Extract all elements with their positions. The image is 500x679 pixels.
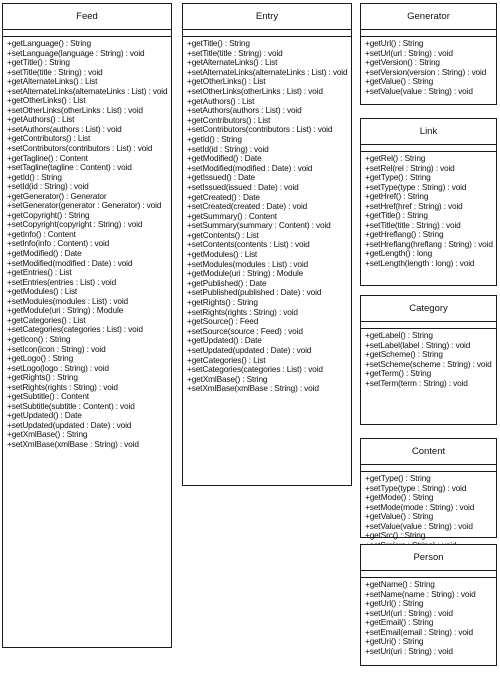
operation: +setScheme(scheme : String) : void bbox=[365, 358, 492, 369]
operation: +setContributors(contributors : List) : void bbox=[187, 124, 333, 135]
operation: +getHref() : String bbox=[365, 191, 429, 202]
operation: +setUpdated(updated : Date) : void bbox=[7, 419, 132, 430]
operation: +getUpdated() : Date bbox=[7, 410, 82, 421]
operation: +getEmail() : String bbox=[365, 617, 434, 628]
class-box-link bbox=[360, 118, 497, 286]
operation: +setLength(length : long) : void bbox=[365, 258, 475, 269]
operation: +setCategories(categories : List) : void bbox=[187, 364, 323, 375]
operation: +setIssued(issued : Date) : void bbox=[187, 181, 299, 192]
operations-compartment bbox=[361, 472, 496, 550]
class-name: Content bbox=[361, 439, 496, 465]
operation: +getCreated() : Date bbox=[187, 191, 260, 202]
class-box-content bbox=[360, 438, 497, 541]
attributes-compartment bbox=[361, 571, 496, 578]
operation: +setLogo(logo : String) : void bbox=[7, 362, 109, 373]
operation: +getGenerator() : Generator bbox=[7, 190, 107, 201]
class-name: Feed bbox=[3, 4, 171, 30]
attributes-compartment bbox=[361, 322, 496, 329]
attributes-compartment bbox=[3, 30, 171, 37]
operation: +getInfo() : Content bbox=[7, 228, 76, 239]
operation: +getAuthors() : List bbox=[187, 95, 255, 106]
operation: +getTagline() : Content bbox=[7, 152, 88, 163]
operation: +getMode() : String bbox=[365, 492, 434, 503]
operation: +setRel(rel : String) : void bbox=[365, 162, 455, 173]
operation: +setSource(source : Feed) : void bbox=[187, 325, 303, 336]
operation: +setXmlBase(xmlBase : String) : void bbox=[187, 383, 319, 394]
class-box-feed bbox=[2, 3, 172, 648]
operation: +setCategories(categories : List) : void bbox=[7, 324, 143, 335]
operation: +getCategories() : List bbox=[7, 314, 86, 325]
operation: +setLabel(label : String) : void bbox=[365, 339, 471, 350]
operation: +getSummary() : Content bbox=[187, 210, 277, 221]
operation: +getAlternateLinks() : List bbox=[7, 76, 98, 87]
operation: +getRights() : String bbox=[187, 297, 258, 308]
operation: +setPublished(published : Date) : void bbox=[187, 287, 322, 298]
operation: +setId(id : String) : void bbox=[187, 143, 269, 154]
operation: +setOtherLinks(otherLinks : List) : void bbox=[7, 104, 143, 115]
operation: +getLabel() : String bbox=[365, 330, 433, 340]
operation: +getUrl() : String bbox=[365, 598, 424, 609]
operation: +getVersion() : String bbox=[365, 57, 440, 68]
class-name: Generator bbox=[361, 4, 496, 30]
operations-compartment bbox=[361, 329, 496, 388]
operation: +setXmlBase(xmlBase : String) : void bbox=[7, 438, 139, 449]
operation: +getOtherLinks() : List bbox=[187, 76, 266, 87]
operation: +getLogo() : String bbox=[7, 353, 74, 364]
class-box-entry bbox=[182, 3, 352, 486]
operation: +setEmail(email : String) : void bbox=[365, 626, 473, 637]
operation: +getTerm() : String bbox=[365, 368, 432, 379]
operation: +getAlternateLinks() : List bbox=[187, 57, 278, 68]
class-name: Person bbox=[361, 545, 496, 571]
operation: +setCopyright(copyright : String) : void bbox=[7, 219, 143, 230]
operation: +getAuthors() : List bbox=[7, 114, 75, 125]
operation: +getEntries() : List bbox=[7, 267, 72, 278]
operation: +getTitle() : String bbox=[365, 210, 428, 221]
operation: +setSubtitle(subtitle : Content) : void bbox=[7, 400, 135, 411]
operation: +getXmlBase() : String bbox=[7, 429, 88, 440]
operation: +setTagline(tagline : Content) : void bbox=[7, 162, 132, 173]
operation: +setUri(uri : String) : void bbox=[365, 645, 453, 656]
operation: +getUpdated() : Date bbox=[187, 335, 262, 346]
operation: +setUrl(url : String) : void bbox=[365, 607, 453, 618]
operations-compartment bbox=[361, 37, 496, 96]
operation: +getScheme() : String bbox=[365, 349, 443, 360]
operation: +setModules(modules : List) : void bbox=[187, 258, 309, 269]
operation: +getSource() : Feed bbox=[187, 316, 259, 327]
operation: +getRights() : String bbox=[7, 372, 78, 383]
operation: +setValue(value : String) : void bbox=[365, 85, 473, 96]
attributes-compartment bbox=[361, 145, 496, 152]
operation: +setRights(rights : String) : void bbox=[187, 306, 298, 317]
operation: +getUri() : String bbox=[365, 636, 424, 647]
operation: +getModified() : Date bbox=[7, 248, 82, 259]
operation: +setModified(modified : Date) : void bbox=[187, 162, 313, 173]
operation: +setHref(href : String) : void bbox=[365, 200, 463, 211]
operation: +getModified() : Date bbox=[187, 153, 262, 164]
operation: +setTitle(title : String) : void bbox=[365, 219, 461, 230]
operation: +setTitle(title : String) : void bbox=[7, 66, 103, 77]
operation: +setEntries(entries : List) : void bbox=[7, 276, 117, 287]
operation: +getIssued() : Date bbox=[187, 172, 255, 183]
operation: +setType(type : String) : void bbox=[365, 482, 467, 493]
operation: +setRights(rights : String) : void bbox=[7, 381, 118, 392]
class-name: Category bbox=[361, 296, 496, 322]
operation: +getCopyright() : String bbox=[7, 209, 90, 220]
operations-compartment bbox=[3, 37, 171, 450]
operation: +setGenerator(generator : Generator) : void bbox=[7, 200, 162, 211]
class-box-category bbox=[360, 295, 497, 425]
operation: +setContributors(contributors : List) : void bbox=[7, 143, 153, 154]
operation: +setId(id : String) : void bbox=[7, 181, 89, 192]
class-box-generator bbox=[360, 3, 497, 105]
operation: +getValue() : String bbox=[365, 76, 434, 87]
attributes-compartment bbox=[183, 30, 351, 37]
operation: +getTitle() : String bbox=[7, 57, 70, 68]
operation: +setMode(mode : String) : void bbox=[365, 501, 475, 512]
operation: +getPublished() : Date bbox=[187, 277, 267, 288]
operations-compartment bbox=[183, 37, 351, 394]
operations-compartment bbox=[361, 152, 496, 269]
attributes-compartment bbox=[361, 465, 496, 472]
operation: +setOtherLinks(otherLinks : List) : void bbox=[187, 85, 323, 96]
operation: +getCategories() : List bbox=[187, 354, 266, 365]
operation: +getUrl() : String bbox=[365, 38, 424, 48]
class-box-person bbox=[360, 544, 497, 666]
operation: +getLanguage() : String bbox=[7, 38, 91, 48]
operation: +setSummary(summary : Content) : void bbox=[187, 220, 331, 231]
operation: +getId() : String bbox=[7, 171, 62, 182]
operation: +getTitle() : String bbox=[187, 38, 250, 48]
operations-compartment bbox=[361, 578, 496, 656]
operation: +getSrc() : String bbox=[365, 530, 426, 541]
operation: +getModules() : List bbox=[7, 286, 78, 297]
operation: +getModule(uri : String) : Module bbox=[7, 305, 124, 316]
operation: +getModules() : List bbox=[187, 249, 258, 260]
class-name: Entry bbox=[183, 4, 351, 30]
operation: +getOtherLinks() : List bbox=[7, 95, 86, 106]
operation: +getContents() : List bbox=[187, 229, 259, 240]
operation: +setIcon(icon : String) : void bbox=[7, 343, 106, 354]
operation: +setName(name : String) : void bbox=[365, 588, 476, 599]
operation: +setContents(contents : List) : void bbox=[187, 239, 310, 250]
operation: +getModule(uri : String) : Module bbox=[187, 268, 304, 279]
operation: +getId() : String bbox=[187, 133, 242, 144]
operation: +setAuthors(authors : List) : void bbox=[7, 123, 122, 134]
operation: +setVersion(version : String) : void bbox=[365, 66, 487, 77]
operation: +getLength() : long bbox=[365, 248, 433, 259]
operation: +setHreflang(hreflang : String) : void bbox=[365, 238, 493, 249]
operation: +setAlternateLinks(alternateLinks : List) : void bbox=[187, 66, 348, 77]
operation: +getType() : String bbox=[365, 172, 431, 183]
operation: +setUpdated(updated : Date) : void bbox=[187, 345, 312, 355]
operation: +setUrl(url : String) : void bbox=[365, 47, 453, 58]
operation: +getIcon() : String bbox=[7, 333, 71, 344]
operation: +setModules(modules : List) : void bbox=[7, 295, 129, 306]
operation: +setAlternateLinks(alternateLinks : List) : void bbox=[7, 85, 168, 96]
operation: +getXmlBase() : String bbox=[187, 373, 268, 384]
operation: +getContributors() : List bbox=[187, 114, 271, 125]
operation: +getContributors() : List bbox=[7, 133, 91, 144]
operation: +getHreflang() : String bbox=[365, 229, 444, 240]
operation: +setTitle(title : String) : void bbox=[187, 47, 283, 58]
operation: +getRel() : String bbox=[365, 153, 426, 163]
operation: +setInfo(info : Content) : void bbox=[7, 238, 110, 249]
operation: +setCreated(created : Date) : void bbox=[187, 201, 308, 212]
operation: +setAuthors(authors : List) : void bbox=[187, 105, 302, 116]
operation: +setModified(modified : Date) : void bbox=[7, 257, 133, 268]
operation: +setTerm(term : String) : void bbox=[365, 377, 468, 388]
operation: +getValue() : String bbox=[365, 511, 434, 522]
operation: +getSubtitle() : Content bbox=[7, 391, 89, 402]
attributes-compartment bbox=[361, 30, 496, 37]
operation: +getType() : String bbox=[365, 473, 431, 483]
class-name: Link bbox=[361, 119, 496, 145]
operation: +getName() : String bbox=[365, 579, 435, 589]
operation: +setValue(value : String) : void bbox=[365, 520, 473, 531]
operation: +setLanguage(language : String) : void bbox=[7, 47, 145, 58]
operation: +setType(type : String) : void bbox=[365, 181, 467, 192]
